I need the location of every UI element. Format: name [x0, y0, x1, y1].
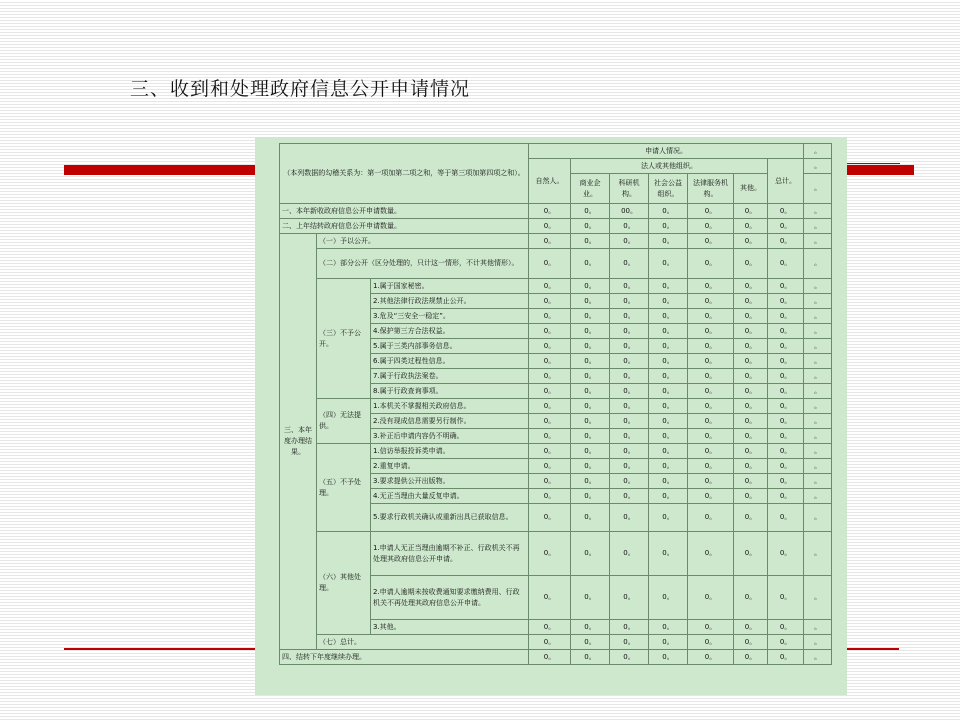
value-cell: 0。	[571, 354, 610, 369]
col-mark: 。	[804, 504, 832, 532]
value-cell: 0。	[529, 399, 571, 414]
col-mark: 。	[804, 459, 832, 474]
value-cell: 0。	[734, 532, 768, 576]
value-cell: 0。	[734, 576, 768, 620]
value-cell: 0。	[529, 576, 571, 620]
value-cell: 0。	[649, 459, 688, 474]
col-mark: 。	[804, 159, 832, 174]
value-cell: 0。	[734, 354, 768, 369]
value-cell: 0。	[610, 474, 649, 489]
value-cell: 0。	[610, 399, 649, 414]
value-cell: 0。	[529, 474, 571, 489]
value-cell: 0。	[529, 429, 571, 444]
value-cell: 0。	[734, 279, 768, 294]
value-cell: 0。	[688, 489, 734, 504]
value-cell: 0。	[734, 459, 768, 474]
col-mark: 。	[804, 174, 832, 204]
header-natural: 自然人。	[529, 159, 571, 204]
row-label-carried-over: 二、上年结转政府信息公开申请数量。	[280, 219, 529, 234]
sub-item-label: 3.补正后申请内容仍不明确。	[371, 429, 529, 444]
value-cell: 0。	[610, 635, 649, 650]
value-cell: 0。	[734, 429, 768, 444]
table-row	[280, 399, 832, 414]
section-3-label: 三、本年度办理结果。	[280, 234, 317, 650]
value-cell: 0。	[571, 339, 610, 354]
value-cell: 0。	[734, 219, 768, 234]
value-cell: 0。	[571, 576, 610, 620]
slide-title: 三、收到和处理政府信息公开申请情况	[130, 78, 471, 100]
value-cell: 0。	[610, 294, 649, 309]
header-legal: 法人或其他组织。	[571, 159, 768, 174]
value-cell: 0。	[529, 635, 571, 650]
value-cell: 0。	[649, 399, 688, 414]
value-cell: 0。	[610, 384, 649, 399]
value-cell: 0。	[734, 324, 768, 339]
value-cell: 0。	[649, 234, 688, 249]
value-cell: 0。	[688, 309, 734, 324]
value-cell: 0。	[768, 309, 804, 324]
value-cell: 0。	[734, 309, 768, 324]
value-cell: 0。	[768, 339, 804, 354]
value-cell: 0。	[768, 249, 804, 279]
value-cell: 0。	[571, 532, 610, 576]
value-cell: 0。	[571, 204, 610, 219]
value-cell: 0。	[768, 635, 804, 650]
sub-item-label: 2.申请人逾期未按收费通知要求缴纳费用、行政机关不再处理其政府信息公开申请。	[371, 576, 529, 620]
value-cell: 0。	[649, 429, 688, 444]
sub-item-label: 3.危及“三安全一稳定”。	[371, 309, 529, 324]
row-label-carry-forward: 四、结转下年度继续办理。	[280, 650, 529, 665]
col-mark: 。	[804, 650, 832, 665]
col-mark: 。	[804, 474, 832, 489]
value-cell: 0。	[688, 635, 734, 650]
col-mark: 。	[804, 339, 832, 354]
value-cell: 0。	[688, 354, 734, 369]
value-cell: 0。	[571, 234, 610, 249]
value-cell: 0。	[610, 279, 649, 294]
value-cell: 00。	[610, 204, 649, 219]
value-cell: 0。	[649, 620, 688, 635]
value-cell: 0。	[649, 279, 688, 294]
col-mark: 。	[804, 489, 832, 504]
value-cell: 0。	[529, 354, 571, 369]
value-cell: 0。	[649, 294, 688, 309]
table-row	[280, 219, 832, 234]
value-cell: 0。	[768, 444, 804, 459]
value-cell: 0。	[734, 504, 768, 532]
value-cell: 0。	[571, 249, 610, 279]
sub-item-label: 2.没有现成信息需要另行制作。	[371, 414, 529, 429]
value-cell: 0。	[610, 324, 649, 339]
value-cell: 0。	[734, 294, 768, 309]
value-cell: 0。	[734, 384, 768, 399]
value-cell: 0。	[688, 429, 734, 444]
col-mark: 。	[804, 369, 832, 384]
value-cell: 0。	[688, 294, 734, 309]
value-cell: 0。	[529, 459, 571, 474]
value-cell: 0。	[571, 294, 610, 309]
sub-item-label: 6.属于四类过程性信息。	[371, 354, 529, 369]
sub-item-label: 3.要求提供公开出版物。	[371, 474, 529, 489]
col-mark: 。	[804, 309, 832, 324]
value-cell: 0。	[529, 339, 571, 354]
g6-label: （六）其他处理。	[317, 532, 371, 635]
value-cell: 0。	[571, 650, 610, 665]
value-cell: 0。	[768, 234, 804, 249]
col-mark: 。	[804, 204, 832, 219]
sub-item-label: 1.本机关不掌握相关政府信息。	[371, 399, 529, 414]
value-cell: 0。	[571, 369, 610, 384]
value-cell: 0。	[529, 504, 571, 532]
value-cell: 0。	[529, 219, 571, 234]
g3-label: （三）不予公开。	[317, 279, 371, 399]
group-7-label: （七）总计。	[317, 635, 529, 650]
value-cell: 0。	[649, 532, 688, 576]
value-cell: 0。	[649, 369, 688, 384]
sub-item-label: 8.属于行政查询事项。	[371, 384, 529, 399]
value-cell: 0。	[734, 399, 768, 414]
value-cell: 0。	[688, 459, 734, 474]
table-row	[280, 444, 832, 459]
value-cell: 0。	[688, 474, 734, 489]
value-cell: 0。	[529, 384, 571, 399]
sub-item-label: 7.属于行政执法案卷。	[371, 369, 529, 384]
value-cell: 0。	[688, 204, 734, 219]
row-label-new-requests: 一、本年新收政府信息公开申请数量。	[280, 204, 529, 219]
col-mark: 。	[804, 279, 832, 294]
value-cell: 0。	[649, 504, 688, 532]
value-cell: 0。	[768, 294, 804, 309]
col-mark: 。	[804, 384, 832, 399]
header-note: （本列数据的勾稽关系为：第一项加第二项之和，等于第三项加第四项之和）。	[280, 144, 529, 204]
value-cell: 0。	[529, 489, 571, 504]
value-cell: 0。	[649, 489, 688, 504]
value-cell: 0。	[734, 204, 768, 219]
header-total: 总计。	[768, 159, 804, 204]
value-cell: 0。	[688, 444, 734, 459]
value-cell: 0。	[571, 219, 610, 234]
value-cell: 0。	[610, 504, 649, 532]
value-cell: 0。	[768, 474, 804, 489]
value-cell: 0。	[610, 429, 649, 444]
value-cell: 0。	[768, 414, 804, 429]
header-commercial: 商业企业。	[571, 174, 610, 204]
value-cell: 0。	[768, 489, 804, 504]
col-mark: 。	[804, 576, 832, 620]
value-cell: 0。	[610, 459, 649, 474]
sub-item-label: 1.申请人无正当理由逾期不补正、行政机关不再处理其政府信息公开申请。	[371, 532, 529, 576]
value-cell: 0。	[649, 474, 688, 489]
value-cell: 0。	[529, 369, 571, 384]
col-mark: 。	[804, 234, 832, 249]
sub-item-label: 5.属于三类内部事务信息。	[371, 339, 529, 354]
table-row	[280, 249, 832, 279]
value-cell: 0。	[649, 384, 688, 399]
value-cell: 0。	[768, 459, 804, 474]
value-cell: 0。	[734, 650, 768, 665]
value-cell: 0。	[688, 219, 734, 234]
value-cell: 0。	[768, 219, 804, 234]
header-social: 社会公益组织。	[649, 174, 688, 204]
value-cell: 0。	[688, 324, 734, 339]
red-accent-line-top	[840, 163, 900, 164]
value-cell: 0。	[649, 414, 688, 429]
value-cell: 0。	[768, 650, 804, 665]
table-row	[280, 234, 832, 249]
value-cell: 0。	[734, 620, 768, 635]
value-cell: 0。	[768, 532, 804, 576]
group-2-label: （二）部分公开（区分处理的，只计这一情形，不计其他情形）。	[317, 249, 529, 279]
table-row	[280, 635, 832, 650]
value-cell: 0。	[649, 204, 688, 219]
col-mark: 。	[804, 444, 832, 459]
value-cell: 0。	[571, 324, 610, 339]
value-cell: 0。	[571, 414, 610, 429]
value-cell: 0。	[734, 234, 768, 249]
value-cell: 0。	[571, 635, 610, 650]
info-disclosure-table	[279, 143, 832, 665]
value-cell: 0。	[529, 279, 571, 294]
value-cell: 0。	[649, 249, 688, 279]
value-cell: 0。	[734, 414, 768, 429]
value-cell: 0。	[649, 324, 688, 339]
value-cell: 0。	[529, 309, 571, 324]
table-row	[280, 204, 832, 219]
value-cell: 0。	[610, 444, 649, 459]
header-research: 科研机构。	[610, 174, 649, 204]
g5-label: （五）不予处理。	[317, 444, 371, 532]
value-cell: 0。	[649, 650, 688, 665]
value-cell: 0。	[529, 204, 571, 219]
value-cell: 0。	[529, 249, 571, 279]
value-cell: 0。	[688, 279, 734, 294]
value-cell: 0。	[734, 444, 768, 459]
value-cell: 0。	[734, 369, 768, 384]
value-cell: 0。	[529, 414, 571, 429]
value-cell: 0。	[649, 219, 688, 234]
value-cell: 0。	[610, 369, 649, 384]
col-mark: 。	[804, 399, 832, 414]
value-cell: 0。	[529, 444, 571, 459]
g4-label: （四）无法提供。	[317, 399, 371, 444]
value-cell: 0。	[529, 620, 571, 635]
value-cell: 0。	[610, 339, 649, 354]
sub-item-label: 5.要求行政机关确认或重新出具已获取信息。	[371, 504, 529, 532]
value-cell: 0。	[529, 324, 571, 339]
value-cell: 0。	[734, 249, 768, 279]
value-cell: 0。	[571, 384, 610, 399]
col-mark: 。	[804, 354, 832, 369]
value-cell: 0。	[688, 249, 734, 279]
value-cell: 0。	[610, 354, 649, 369]
value-cell: 0。	[688, 504, 734, 532]
value-cell: 0。	[688, 369, 734, 384]
value-cell: 0。	[734, 635, 768, 650]
value-cell: 0。	[610, 489, 649, 504]
value-cell: 0。	[571, 620, 610, 635]
value-cell: 0。	[529, 234, 571, 249]
document-image	[255, 137, 847, 695]
value-cell: 0。	[610, 650, 649, 665]
header-applicant: 申请人情况。	[529, 144, 804, 159]
header-legal-service: 法律服务机构。	[688, 174, 734, 204]
value-cell: 0。	[571, 279, 610, 294]
value-cell: 0。	[768, 384, 804, 399]
col-mark: 。	[804, 294, 832, 309]
value-cell: 0。	[688, 339, 734, 354]
value-cell: 0。	[649, 576, 688, 620]
value-cell: 0。	[768, 354, 804, 369]
value-cell: 0。	[571, 489, 610, 504]
value-cell: 0。	[610, 219, 649, 234]
col-mark: 。	[804, 620, 832, 635]
value-cell: 0。	[649, 354, 688, 369]
value-cell: 0。	[571, 309, 610, 324]
value-cell: 0。	[610, 309, 649, 324]
value-cell: 0。	[768, 204, 804, 219]
col-mark: 。	[804, 414, 832, 429]
table-row	[280, 650, 832, 665]
value-cell: 0。	[734, 489, 768, 504]
value-cell: 0。	[649, 309, 688, 324]
sub-item-label: 1.属于国家秘密。	[371, 279, 529, 294]
value-cell: 0。	[529, 294, 571, 309]
value-cell: 0。	[571, 444, 610, 459]
value-cell: 0。	[768, 279, 804, 294]
col-mark: 。	[804, 219, 832, 234]
value-cell: 0。	[571, 474, 610, 489]
value-cell: 0。	[610, 532, 649, 576]
col-mark: 。	[804, 532, 832, 576]
value-cell: 0。	[768, 576, 804, 620]
value-cell: 0。	[610, 576, 649, 620]
value-cell: 0。	[649, 635, 688, 650]
value-cell: 0。	[688, 399, 734, 414]
col-mark: 。	[804, 429, 832, 444]
value-cell: 0。	[768, 324, 804, 339]
value-cell: 0。	[688, 576, 734, 620]
value-cell: 0。	[571, 429, 610, 444]
col-mark: 。	[804, 324, 832, 339]
col-mark: 。	[804, 635, 832, 650]
value-cell: 0。	[768, 399, 804, 414]
value-cell: 0。	[529, 532, 571, 576]
value-cell: 0。	[688, 414, 734, 429]
col-mark: 。	[804, 249, 832, 279]
sub-item-label: 2.重复申请。	[371, 459, 529, 474]
value-cell: 0。	[610, 234, 649, 249]
sub-item-label: 4.保护第三方合法权益。	[371, 324, 529, 339]
sub-item-label: 2.其他法律行政法规禁止公开。	[371, 294, 529, 309]
value-cell: 0。	[610, 414, 649, 429]
value-cell: 0。	[688, 384, 734, 399]
value-cell: 0。	[649, 339, 688, 354]
value-cell: 0。	[734, 474, 768, 489]
col-mark: 。	[804, 144, 832, 159]
value-cell: 0。	[688, 650, 734, 665]
value-cell: 0。	[688, 532, 734, 576]
value-cell: 0。	[768, 620, 804, 635]
value-cell: 0。	[529, 650, 571, 665]
value-cell: 0。	[768, 369, 804, 384]
value-cell: 0。	[734, 339, 768, 354]
table-row	[280, 279, 832, 294]
value-cell: 0。	[571, 399, 610, 414]
value-cell: 0。	[688, 620, 734, 635]
value-cell: 0。	[649, 444, 688, 459]
table-row	[280, 532, 832, 576]
value-cell: 0。	[768, 504, 804, 532]
group-1-label: （一）予以公开。	[317, 234, 529, 249]
header-other: 其他。	[734, 174, 768, 204]
sub-item-label: 1.信访举报投诉类申请。	[371, 444, 529, 459]
sub-item-label: 3.其他。	[371, 620, 529, 635]
value-cell: 0。	[688, 234, 734, 249]
value-cell: 0。	[768, 429, 804, 444]
value-cell: 0。	[610, 249, 649, 279]
value-cell: 0。	[610, 620, 649, 635]
value-cell: 0。	[571, 504, 610, 532]
sub-item-label: 4.无正当理由大量反复申请。	[371, 489, 529, 504]
value-cell: 0。	[571, 459, 610, 474]
